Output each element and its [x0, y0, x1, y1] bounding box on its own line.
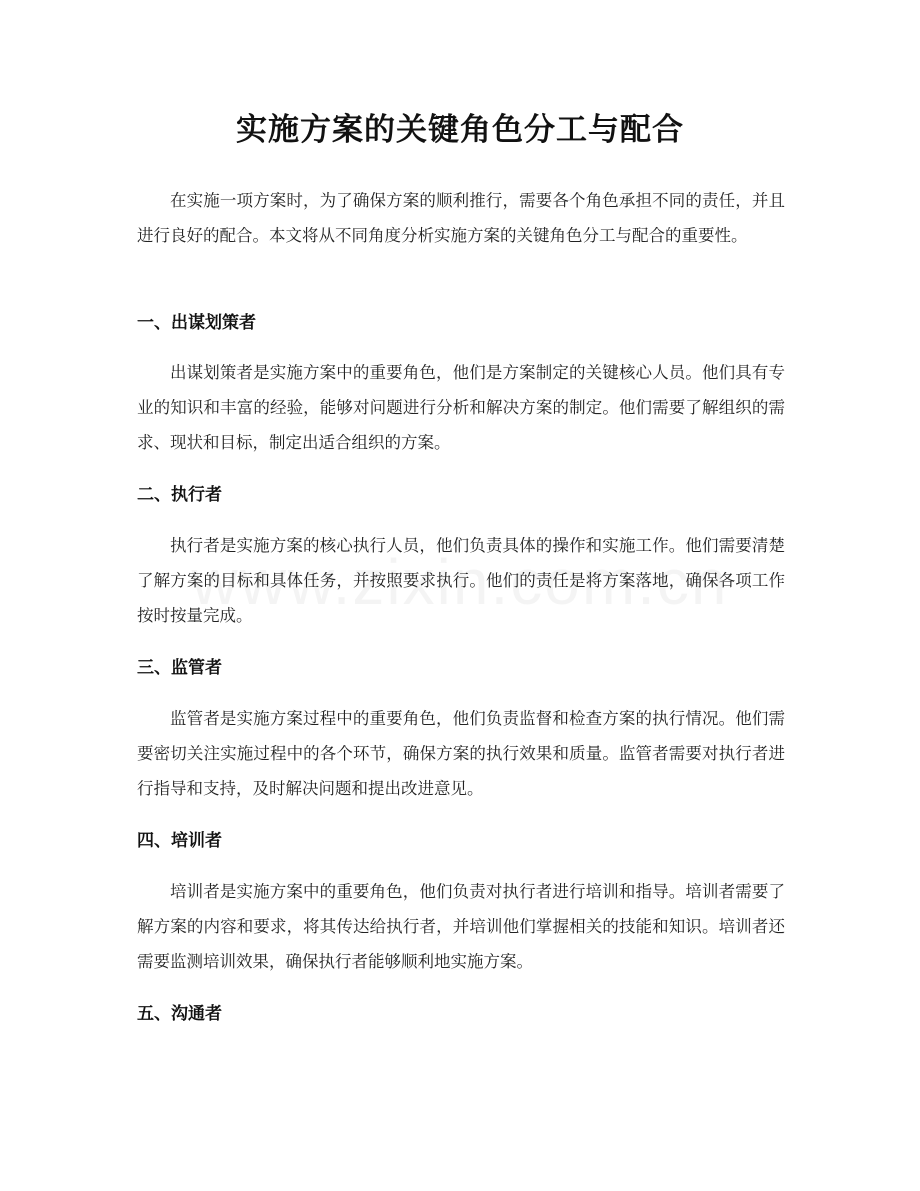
- section-body-1: 出谋划策者是实施方案中的重要角色，他们是方案制定的关键核心人员。他们具有专业的知识和丰富的经验，能够对问题进行分析和解决方案的制定。他们需要了解组织的需求、现状和目标，制定出适合组织的方案。: [137, 363, 785, 452]
- section-body-4: 培训者是实施方案中的重要角色，他们负责对执行者进行培训和指导。培训者需要了解方案的内容和要求，将其传达给执行者，并培训他们掌握相关的技能和知识。培训者还需要监测培训效果，确保执行者能够顺利地实施方案。: [137, 882, 785, 971]
- section-heading-3: 三、监管者: [137, 658, 222, 678]
- intro-paragraph: 在实施一项方案时，为了确保方案的顺利推行，需要各个角色承担不同的责任，并且进行良好的配合。本文将从不同角度分析实施方案的关键角色分工与配合的重要性。: [137, 191, 785, 245]
- section-body-2: 执行者是实施方案的核心执行人员，他们负责具体的操作和实施工作。他们需要清楚了解方案的目标和具体任务，并按照要求执行。他们的责任是将方案落地，确保各项工作按时按量完成。: [137, 536, 785, 625]
- section-heading-4: 四、培训者: [137, 831, 222, 851]
- section-body-3: 监管者是实施方案过程中的重要角色，他们负责监督和检查方案的执行情况。他们需要密切关注实施过程中的各个环节，确保方案的执行效果和质量。监管者需要对执行者进行指导和支持，及时解决问题和提出改进意见。: [137, 709, 785, 798]
- section-heading-2: 二、执行者: [137, 485, 222, 505]
- section-heading-1: 一、出谋划策者: [137, 313, 256, 333]
- document-title: 实施方案的关键角色分工与配合: [236, 112, 684, 148]
- section-heading-5: 五、沟通者: [137, 1004, 222, 1024]
